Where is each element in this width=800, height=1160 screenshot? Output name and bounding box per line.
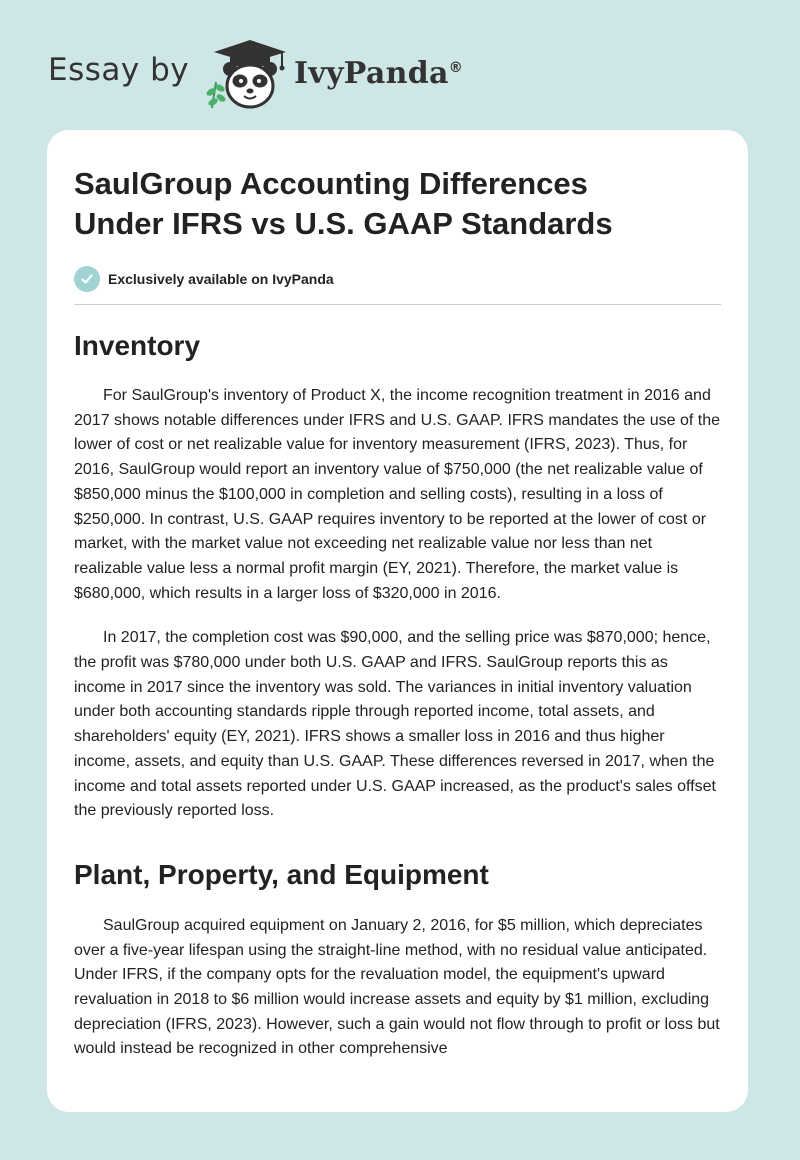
- paragraph: In 2017, the completion cost was $90,000, and the selling price was $870,000; hence, the profit was $780,000 under both U.S. GAAP and IFRS. SaulGroup reports this as income in 2017 since the inventory was sold. The variances in initial inventory valuation under both accounting standards ripple through reported income, total assets, and shareholders' equity (EY, 2021). IFRS shows a smaller loss in 2016 and thus higher income, assets, and equity than U.S. GAAP. These differences reversed in 2017, when the income and total assets reported under U.S. GAAP increased, as the product's sales offset the previously reported loss.: [74, 629, 716, 820]
- brand-name[interactable]: IvyPanda®: [294, 56, 464, 91]
- divider: [74, 304, 721, 305]
- article-card: [47, 130, 748, 1112]
- section-heading-ppe: Plant, Property, and Equipment: [74, 858, 489, 890]
- check-circle-icon: [74, 266, 100, 292]
- paragraph: For SaulGroup's inventory of Product X, the income recognition treatment in 2016 and 2017 shows notable differences under IFRS and U.S. GAAP. IFRS mandates the use of the lower of cost or net realizable value for inventory measurement (IFRS, 2023). Thus, for 2016, SaulGroup would report an inventory value of $750,000 (the net realizable value of $850,000 minus the $100,000 in completion and selling costs), resulting in a loss of $250,000. In contrast, U.S. GAAP requires inventory to be reported at the lower of cost or market, with the market value not exceeding net realizable value nor less than net realizable value less a normal profit margin (EY, 2021). Therefore, the market value is $680,000, which results in a larger loss of $320,000 in 2016.: [74, 387, 721, 602]
- site-header: [48, 36, 508, 108]
- panda-graduate-logo-icon[interactable]: [200, 36, 290, 110]
- exclusive-badge: [74, 266, 721, 292]
- section-heading-inventory: Inventory: [74, 330, 201, 361]
- badge-label: Exclusively available on IvyPanda: [108, 271, 334, 287]
- registered-mark: ®: [448, 60, 464, 76]
- page-title: SaulGroup Accounting Differences Under IFRS vs U.S. GAAP Standards: [74, 166, 613, 241]
- essay-by-label: Essay by: [48, 52, 190, 88]
- paragraph: SaulGroup acquired equipment on January 2, 2016, for $5 million, which depreciates over a five-year lifespan using the straight-line method, with no residual value anticipated. Under IFRS, if the company opts for the revaluation model, the equipment's upward revaluation in 2018 to $6 million would increase assets and equity by $1 million, excluding depreciation (IFRS, 2023). However, such a gain would not flow through to profit or loss but would instead be recognized in other comprehensive: [74, 916, 720, 1058]
